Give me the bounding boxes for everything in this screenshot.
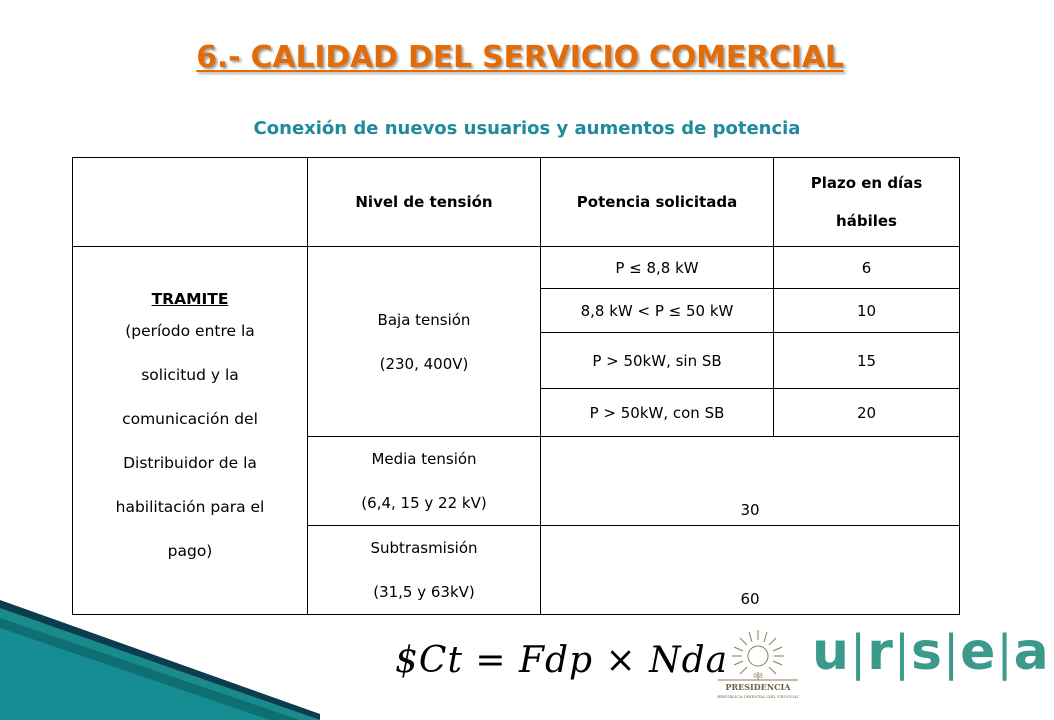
potencia-cell: P > 50kW, con SB <box>541 389 774 437</box>
tramite-heading: TRAMITE <box>151 289 229 308</box>
header-blank-cell <box>73 158 308 247</box>
header-nivel: Nivel de tensión <box>308 158 541 247</box>
plazo-cell: 6 <box>774 247 960 289</box>
header-potencia: Potencia solicitada <box>541 158 774 247</box>
logo-letter: r <box>867 622 894 682</box>
seal-number: 9 8 <box>753 673 763 680</box>
potencia-cell: P ≤ 8,8 kW <box>541 247 774 289</box>
slide-title: 6.- CALIDAD DEL SERVICIO COMERCIAL <box>196 40 844 75</box>
plazo-cell: 10 <box>774 289 960 333</box>
tramite-line: habilitación para el <box>115 497 265 516</box>
table-header-row <box>73 158 960 247</box>
tramite-line: solicitud y la <box>141 365 239 384</box>
plazo-cell: 20 <box>774 389 960 437</box>
plazo-cell: 30 <box>541 437 960 526</box>
ursea-logo: u|r|s|e|a <box>812 622 1050 682</box>
header-plazo-line1: Plazo en días <box>810 174 923 192</box>
seal-sub: REPÚBLICA ORIENTAL DEL URUGUAY <box>717 694 799 699</box>
subtrasmision-cell <box>308 526 541 615</box>
cost-formula: $Ct = Fdp × Nda <box>395 640 729 681</box>
tramite-line: Distribuidor de la <box>123 453 257 472</box>
media-tension-range: (6,4, 15 y 22 kV) <box>361 494 487 512</box>
tramite-line: (período entre la <box>125 321 255 340</box>
logo-letter: a <box>1013 622 1050 682</box>
potencia-cell: P > 50kW, sin SB <box>541 333 774 389</box>
tramite-line: pago) <box>167 541 213 560</box>
baja-tension-range: (230, 400V) <box>379 354 469 373</box>
tramite-cell <box>73 247 308 615</box>
tramite-line: comunicación del <box>122 409 258 428</box>
service-quality-table <box>72 157 960 615</box>
plazo-cell: 15 <box>774 333 960 389</box>
header-plazo <box>774 158 960 247</box>
baja-tension-label: Baja tensión <box>377 310 471 329</box>
seal-label: PRESIDENCIA <box>725 682 791 692</box>
media-tension-label: Media tensión <box>371 450 477 468</box>
baja-tension-cell <box>308 247 541 437</box>
media-tension-cell <box>308 437 541 526</box>
subtrasmision-range: (31,5 y 63kV) <box>373 583 475 601</box>
presidencia-seal-icon <box>712 622 804 714</box>
logo-letter: e <box>960 622 997 682</box>
subtrasmision-label: Subtrasmisión <box>370 539 478 557</box>
plazo-cell: 60 <box>541 526 960 615</box>
logo-letter: s <box>911 622 943 682</box>
header-plazo-line2: hábiles <box>836 212 897 230</box>
table-row <box>73 247 960 289</box>
decorative-ribbon <box>0 598 320 720</box>
potencia-cell: 8,8 kW < P ≤ 50 kW <box>541 289 774 333</box>
slide-subtitle: Conexión de nuevos usuarios y aumentos de potencia <box>253 118 801 139</box>
logo-letter: u <box>812 622 851 682</box>
